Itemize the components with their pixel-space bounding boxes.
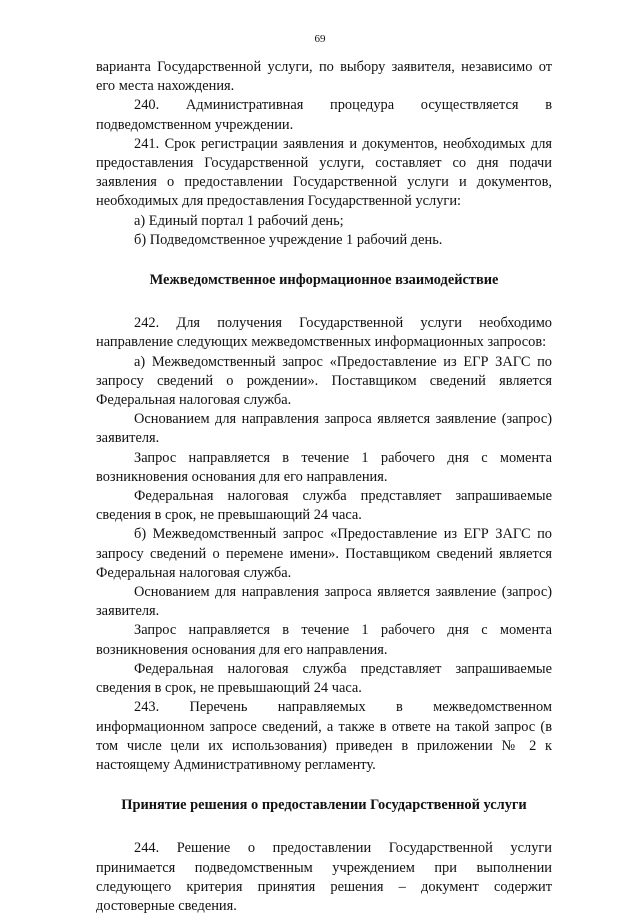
paragraph-242-a: а) Межведомственный запрос «Предоставление из ЕГР ЗАГС по запросу сведений о рождении». Поставщиком сведений является Федеральная налоговая служба.: [96, 353, 552, 409]
section-heading-decision: Принятие решения о предоставлении Государственной услуги: [121, 797, 527, 814]
paragraph-241-a: а) Единый портал 1 рабочий день;: [134, 212, 344, 229]
paragraph-deadline-a: Федеральная налоговая служба представляет запрашиваемые сведения в срок, не превышающий 24 часа.: [96, 488, 552, 524]
paragraph-243: 243. Перечень направляемых в межведомственном информационном запросе сведений, а также в ответе на такой запрос (в том числе цели их использования) приведен в приложении № 2 к настоящему Административному регламенту.: [96, 699, 552, 773]
paragraph-241-b: б) Подведомственное учреждение 1 рабочий день.: [134, 231, 443, 248]
paragraph-241: 241. Срок регистрации заявления и документов, необходимых для предоставления Государственной услуги, составляет со дня подачи заявления о предоставлении Государственной услуги и документов, необходимых для предоставления Государственной услуги:: [96, 135, 552, 210]
paragraph-244: 244. Решение о предоставлении Государственной услуги принимается подведомственным учреждением при выполнении следующего критерия принятия решения – документ содержит достоверные сведения.: [96, 840, 552, 914]
paragraph-term-b: Запрос направляется в течение 1 рабочего дня с момента возникновения основания для его направления.: [96, 622, 552, 658]
paragraph-242-b: б) Межведомственный запрос «Предоставление из ЕГР ЗАГС по запросу сведений о перемене имени». Поставщиком сведений является Федеральная налоговая служба.: [96, 526, 552, 581]
section-heading-interagency: Межведомственное информационное взаимодействие: [149, 272, 499, 289]
page-number: 69: [314, 33, 326, 45]
paragraph-basis-a: Основанием для направления запроса является заявление (запрос) заявителя.: [96, 411, 552, 447]
paragraph-240: 240. Административная процедура осуществляется в подведомственном учреждении.: [96, 97, 552, 133]
paragraph-242: 242. Для получения Государственной услуги необходимо направление следующих межведомственных информационных запросов:: [96, 315, 552, 351]
paragraph-term-a: Запрос направляется в течение 1 рабочего дня с момента возникновения основания для его направления.: [96, 449, 552, 485]
paragraph-basis-b: Основанием для направления запроса является заявление (запрос) заявителя.: [96, 584, 552, 620]
page-content: [96, 58, 552, 916]
paragraph-continuation: варианта Государственной услуги, по выбору заявителя, независимо от его места нахождения.: [96, 59, 552, 95]
paragraph-deadline-b: Федеральная налоговая служба представляет запрашиваемые сведения в срок, не превышающий 24 часа.: [96, 660, 552, 697]
